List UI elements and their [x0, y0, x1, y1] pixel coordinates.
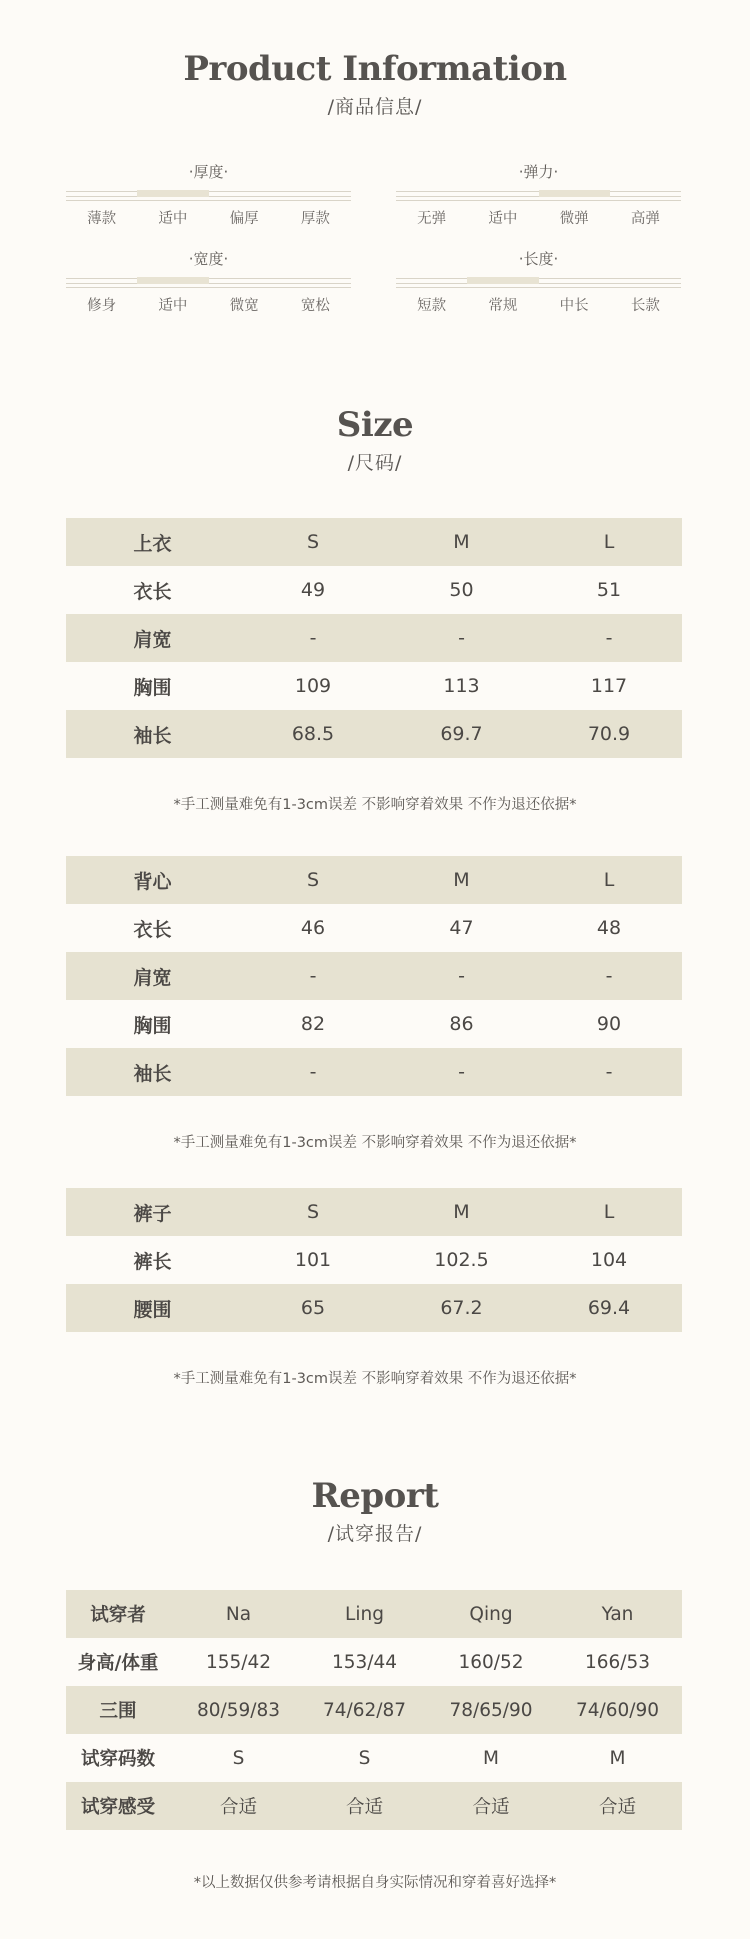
table-cell: 衣长 — [133, 580, 172, 603]
table-cell: 合适 — [219, 1797, 257, 1818]
table-row — [66, 1686, 682, 1734]
table-cell: Qing — [469, 1603, 513, 1625]
report-subtitle: /试穿报告/ — [327, 1523, 423, 1545]
size-table-pants — [66, 1188, 682, 1332]
table-cell: L — [603, 1201, 615, 1223]
table-cell: - — [605, 627, 613, 649]
measurement-note: *手工测量难免有1-3cm误差 不影响穿着效果 不作为退还依据* — [173, 1371, 577, 1387]
attr-thickness — [66, 162, 351, 228]
size-title: Size — [336, 405, 414, 445]
report-table — [66, 1590, 682, 1830]
table-cell: 合适 — [472, 1797, 510, 1818]
attr-width-scale — [66, 277, 351, 288]
table-row — [66, 904, 682, 952]
table-cell: 82 — [300, 1013, 326, 1035]
table-cell: - — [458, 627, 465, 649]
scale-option-selected: 微弹 — [559, 211, 589, 227]
table-cell: S — [306, 869, 320, 891]
table-cell: 胸围 — [133, 676, 172, 699]
attr-width-highlight — [137, 277, 208, 284]
attr-width-title: ·宽度· — [188, 250, 229, 268]
table-cell: 51 — [596, 579, 622, 601]
table-cell: Ling — [345, 1603, 384, 1625]
table-cell: 46 — [300, 917, 326, 939]
table-header-row — [66, 1590, 682, 1638]
table-cell: 86 — [449, 1013, 474, 1035]
attr-length — [396, 249, 681, 315]
table-cell: - — [458, 965, 465, 987]
attr-thickness-scale — [66, 190, 351, 201]
scale-option: 中长 — [559, 298, 589, 314]
report-note: *以上数据仅供参考请根据自身实际情况和穿着喜好选择* — [193, 1875, 557, 1891]
table-cell: 69.4 — [587, 1297, 631, 1319]
table-cell: 合适 — [598, 1797, 636, 1818]
attr-length-highlight — [467, 277, 538, 284]
scale-option: 偏厚 — [229, 211, 259, 227]
attr-length-scale — [396, 277, 681, 288]
table-cell: S — [306, 531, 320, 553]
report-title: Report — [311, 1476, 439, 1516]
table-cell: 肩宽 — [133, 966, 172, 989]
table-cell: 166/53 — [584, 1651, 651, 1673]
table-row — [66, 1734, 682, 1782]
report-header — [0, 1476, 750, 1546]
scale-option: 薄款 — [87, 211, 117, 227]
attr-elasticity-scale — [396, 190, 681, 201]
table-cell: S — [358, 1747, 371, 1769]
attr-elasticity — [396, 162, 681, 228]
table-row — [66, 566, 682, 614]
table-cell: L — [603, 869, 615, 891]
table-cell: 上衣 — [133, 532, 172, 555]
size-table-top — [66, 518, 682, 758]
scale-option-selected: 适中 — [158, 298, 188, 314]
table-cell: 胸围 — [133, 1014, 172, 1037]
table-cell: 153/44 — [331, 1651, 398, 1673]
table-row — [66, 710, 682, 758]
product-info-title: Product Information — [183, 49, 567, 89]
table-cell: 109 — [294, 675, 332, 697]
table-row — [66, 614, 682, 662]
table-row — [66, 662, 682, 710]
table-cell: 试穿码数 — [80, 1749, 155, 1770]
table-cell: 80/59/83 — [196, 1699, 281, 1721]
table-row — [66, 1000, 682, 1048]
attr-thickness-title: ·厚度· — [188, 163, 229, 181]
table-cell: M — [609, 1747, 626, 1769]
table-cell: 90 — [596, 1013, 622, 1035]
scale-option-selected: 常规 — [488, 298, 518, 314]
table-cell: 65 — [300, 1297, 326, 1319]
table-cell: 74/60/90 — [575, 1699, 660, 1721]
table-row — [66, 1284, 682, 1332]
measurement-note: *手工测量难免有1-3cm误差 不影响穿着效果 不作为退还依据* — [173, 1135, 577, 1151]
table-row — [66, 952, 682, 1000]
table-cell: 160/52 — [458, 1651, 524, 1673]
table-cell: 背心 — [133, 870, 172, 893]
table-cell: 试穿者 — [90, 1605, 146, 1626]
table-cell: 68.5 — [291, 723, 335, 745]
table-cell: 身高/体重 — [77, 1653, 159, 1674]
table-cell: 袖长 — [133, 1062, 172, 1085]
table-cell: M — [453, 1201, 470, 1223]
table-cell: S — [232, 1747, 245, 1769]
table-cell: - — [309, 627, 317, 649]
size-header — [0, 405, 750, 475]
product-info-subtitle: /商品信息/ — [327, 96, 423, 118]
table-cell: 腰围 — [133, 1298, 172, 1321]
table-cell: 67.2 — [440, 1297, 483, 1319]
table-cell: 48 — [596, 917, 622, 939]
table-cell: 69.7 — [440, 723, 483, 745]
attr-elasticity-highlight — [539, 190, 610, 197]
table-cell: 47 — [449, 917, 474, 939]
table-cell: 70.9 — [587, 723, 631, 745]
table-cell: 合适 — [345, 1797, 383, 1818]
table-cell: - — [309, 1061, 317, 1083]
table-cell: 155/42 — [205, 1651, 272, 1673]
measurement-note: *手工测量难免有1-3cm误差 不影响穿着效果 不作为退还依据* — [173, 797, 577, 813]
table-cell: 试穿感受 — [80, 1797, 155, 1818]
table-cell: 裤子 — [133, 1202, 172, 1225]
scale-option: 短款 — [417, 298, 447, 314]
table-cell: 101 — [294, 1249, 332, 1271]
table-cell: - — [458, 1061, 465, 1083]
table-row — [66, 1236, 682, 1284]
table-row — [66, 1638, 682, 1686]
table-cell: 117 — [590, 675, 628, 697]
table-header-row — [66, 1188, 682, 1236]
table-cell: L — [603, 531, 615, 553]
table-cell: 袖长 — [133, 724, 172, 747]
table-cell: 50 — [449, 579, 474, 601]
scale-option: 适中 — [488, 211, 518, 227]
table-cell: 衣长 — [133, 918, 172, 941]
scale-option: 无弹 — [417, 211, 447, 227]
table-cell: Na — [225, 1603, 252, 1625]
attr-length-title: ·长度· — [518, 250, 559, 268]
scale-option: 修身 — [87, 298, 117, 314]
attr-elasticity-title: ·弹力· — [518, 163, 559, 181]
table-cell: - — [309, 965, 317, 987]
attr-width — [66, 249, 351, 315]
size-table-vest — [66, 856, 682, 1096]
table-cell: 104 — [590, 1249, 628, 1271]
table-cell: 74/62/87 — [322, 1699, 407, 1721]
table-row — [66, 1782, 682, 1830]
table-cell: - — [605, 965, 613, 987]
table-cell: M — [453, 531, 470, 553]
table-cell: S — [306, 1201, 320, 1223]
product-info-header — [0, 49, 750, 119]
table-cell: 裤长 — [133, 1250, 172, 1273]
table-cell: 113 — [443, 675, 480, 697]
table-cell: 肩宽 — [133, 628, 172, 651]
table-cell: Yan — [601, 1603, 634, 1625]
size-subtitle: /尺码/ — [347, 452, 403, 474]
table-header-row — [66, 856, 682, 904]
table-cell: 三围 — [99, 1701, 137, 1722]
scale-option: 微宽 — [229, 298, 259, 314]
table-row — [66, 1048, 682, 1096]
scale-option-selected: 适中 — [158, 211, 188, 227]
table-cell: - — [605, 1061, 613, 1083]
table-cell: M — [483, 1747, 499, 1769]
table-cell: 102.5 — [434, 1249, 489, 1271]
scale-option: 长款 — [630, 298, 660, 314]
scale-option: 厚款 — [300, 211, 330, 227]
attr-thickness-highlight — [137, 190, 208, 197]
table-cell: 49 — [300, 579, 326, 601]
scale-option: 宽松 — [300, 298, 330, 314]
table-header-row — [66, 518, 682, 566]
table-cell: 78/65/90 — [449, 1699, 533, 1721]
table-cell: M — [453, 869, 470, 891]
scale-option: 高弹 — [630, 211, 660, 227]
